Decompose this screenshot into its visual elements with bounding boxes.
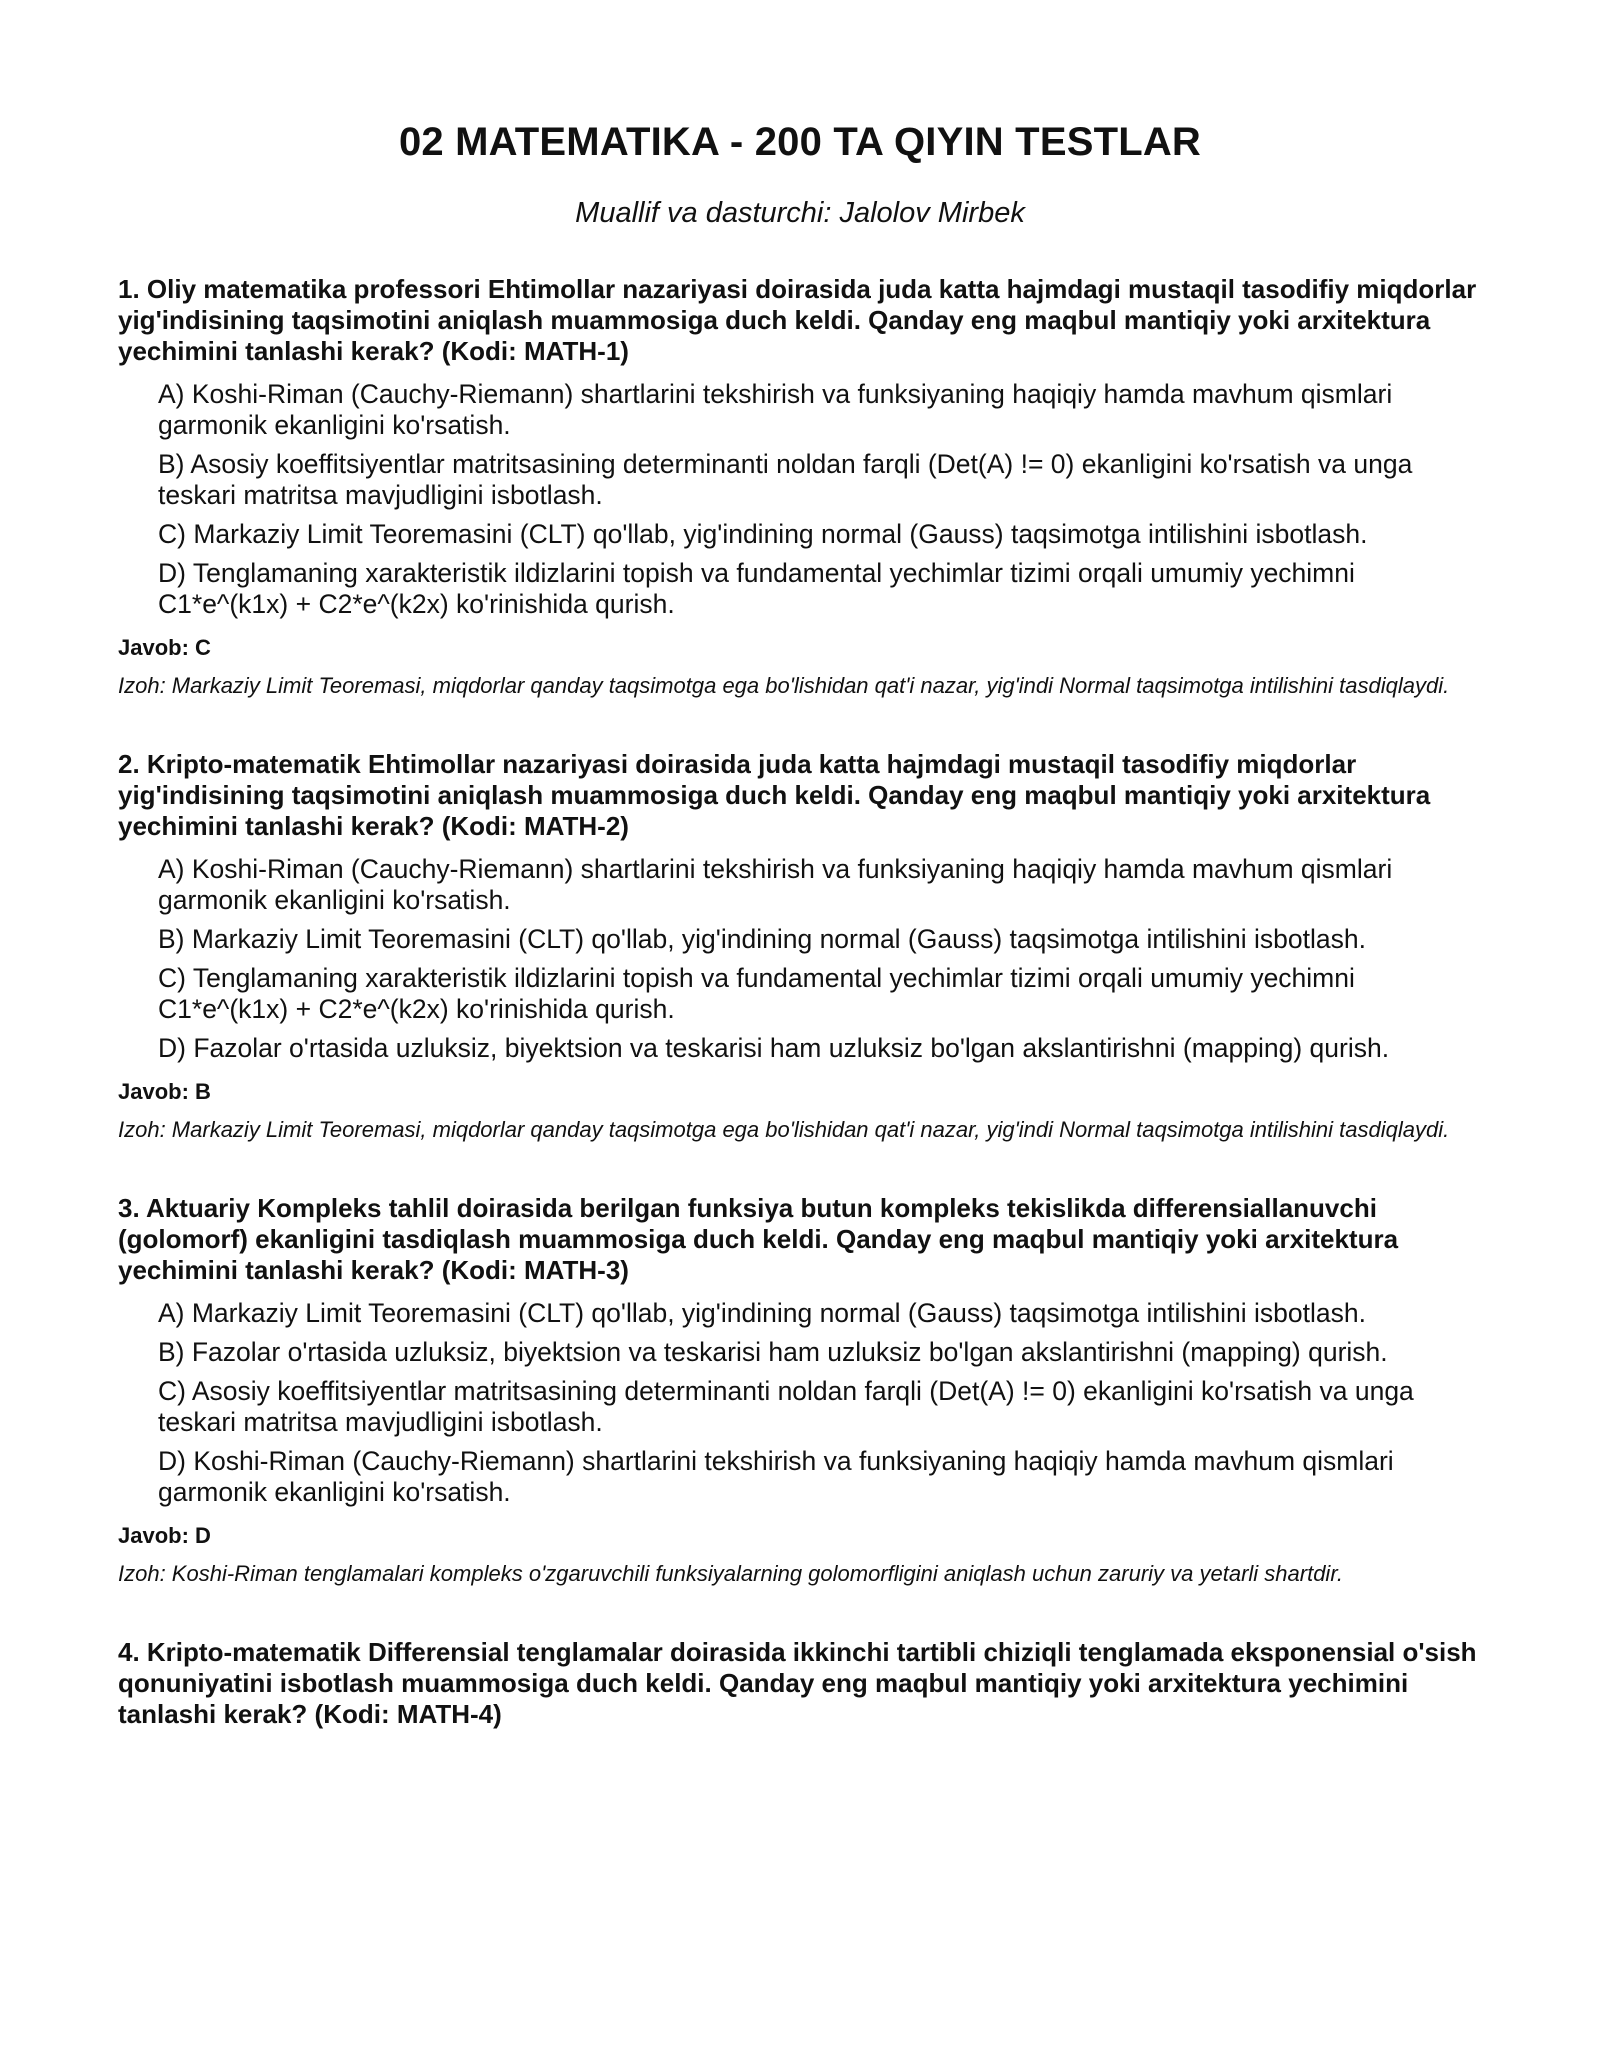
option-c: C) Markaziy Limit Teoremasini (CLT) qo'llab, yig'indining normal (Gauss) taqsimotga intilishini isbotlash. xyxy=(158,519,1368,549)
answer-label: Javob: C xyxy=(118,635,211,660)
option-c: C) Tenglamaning xarakteristik ildizlarini topish va fundamental yechimlar tizimi orqali umumiy yechimni C1*e^(k1x) + C2*e^(k2x) ko'rinishida qurish. xyxy=(158,963,1355,1024)
option-b: B) Asosiy koeffitsiyentlar matritsasining determinanti noldan farqli (Det(A) != 0) ekanligini ko'rsatish va unga teskari matritsa mavjudligini isbotlash. xyxy=(158,449,1413,510)
option-c: C) Asosiy koeffitsiyentlar matritsasining determinanti noldan farqli (Det(A) != 0) ekanligini ko'rsatish va unga teskari matritsa mavjudligini isbotlash. xyxy=(158,1376,1414,1437)
explanation-note: Izoh: Markaziy Limit Teoremasi, miqdorlar qanday taqsimotga ega bo'lishidan qat'i nazar, yig'indi Normal taqsimotga intilishini tasdiqlaydi. xyxy=(118,1117,1450,1142)
question-3 xyxy=(118,1193,1482,1589)
option-d: D) Koshi-Riman (Cauchy-Riemann) shartlarini tekshirish va funksiyaning haqiqiy hamda mavhum qismlari garmonik ekanligini ko'rsatish. xyxy=(158,1446,1394,1507)
question-4 xyxy=(118,1637,1482,1730)
option-a: A) Koshi-Riman (Cauchy-Riemann) shartlarini tekshirish va funksiyaning haqiqiy hamda mavhum qismlari garmonik ekanligini ko'rsatish. xyxy=(158,379,1393,440)
option-b: B) Markaziy Limit Teoremasini (CLT) qo'llab, yig'indining normal (Gauss) taqsimotga intilishini isbotlash. xyxy=(158,924,1366,954)
question-text: 2. Kripto-matematik Ehtimollar nazariyasi doirasida juda katta hajmdagi mustaqil tasodifiy miqdorlar yig'indisining taqsimotini aniqlash muammosiga duch keldi. Qanday eng maqbul mantiqiy yoki arxitektura yechimini tanlashi kerak? (Kodi: MATH-2) xyxy=(118,749,1431,841)
options-list xyxy=(158,854,1482,1064)
document-title: 02 MATEMATIKA - 200 TA QIYIN TESTLAR xyxy=(398,120,1202,164)
answer-label: Javob: D xyxy=(118,1523,211,1548)
answer-label: Javob: B xyxy=(118,1079,211,1104)
question-2 xyxy=(118,749,1482,1145)
question-1 xyxy=(118,274,1482,701)
option-a: A) Koshi-Riman (Cauchy-Riemann) shartlarini tekshirish va funksiyaning haqiqiy hamda mavhum qismlari garmonik ekanligini ko'rsatish. xyxy=(158,854,1393,915)
options-list xyxy=(158,1298,1482,1508)
question-text: 3. Aktuariy Kompleks tahlil doirasida berilgan funksiya butun kompleks tekislikda differensiallanuvchi (golomorf) ekanligini tasdiqlash muammosiga duch keldi. Qanday eng maqbul mantiqiy yoki arxitektura yechimini tanlashi kerak? (Kodi: MATH-3) xyxy=(118,1193,1399,1285)
explanation-note: Izoh: Markaziy Limit Teoremasi, miqdorlar qanday taqsimotga ega bo'lishidan qat'i nazar, yig'indi Normal taqsimotga intilishini tasdiqlaydi. xyxy=(118,673,1450,698)
option-d: D) Fazolar o'rtasida uzluksiz, biyektsion va teskarisi ham uzluksiz bo'lgan akslantirishni (mapping) qurish. xyxy=(158,1033,1390,1063)
question-text: 1. Oliy matematika professori Ehtimollar nazariyasi doirasida juda katta hajmdagi mustaqil tasodifiy miqdorlar yig'indisining taqsimotini aniqlash muammosiga duch keldi. Qanday eng maqbul mantiqiy yoki arxitektura yechimini tanlashi kerak? (Kodi: MATH-1) xyxy=(118,274,1477,366)
option-a: A) Markaziy Limit Teoremasini (CLT) qo'llab, yig'indining normal (Gauss) taqsimotga intilishini isbotlash. xyxy=(158,1298,1366,1328)
document-author: Muallif va dasturchi: Jalolov Mirbek xyxy=(575,197,1025,229)
options-list xyxy=(158,379,1482,620)
option-d: D) Tenglamaning xarakteristik ildizlarini topish va fundamental yechimlar tizimi orqali umumiy yechimni C1*e^(k1x) + C2*e^(k2x) ko'rinishida qurish. xyxy=(158,558,1355,619)
question-text: 4. Kripto-matematik Differensial tenglamalar doirasida ikkinchi tartibli chiziqli tenglamada eksponensial o'sish qonuniyatini isbotlash muammosiga duch keldi. Qanday eng maqbul mantiqiy yoki arxitektura yechimini tanlashi kerak? (Kodi: MATH-4) xyxy=(118,1637,1477,1729)
option-b: B) Fazolar o'rtasida uzluksiz, biyektsion va teskarisi ham uzluksiz bo'lgan akslantirishni (mapping) qurish. xyxy=(158,1337,1388,1367)
explanation-note: Izoh: Koshi-Riman tenglamalari kompleks o'zgaruvchili funksiyalarning golomorfligini aniqlash uchun zaruriy va yetarli shartdir. xyxy=(118,1561,1343,1586)
